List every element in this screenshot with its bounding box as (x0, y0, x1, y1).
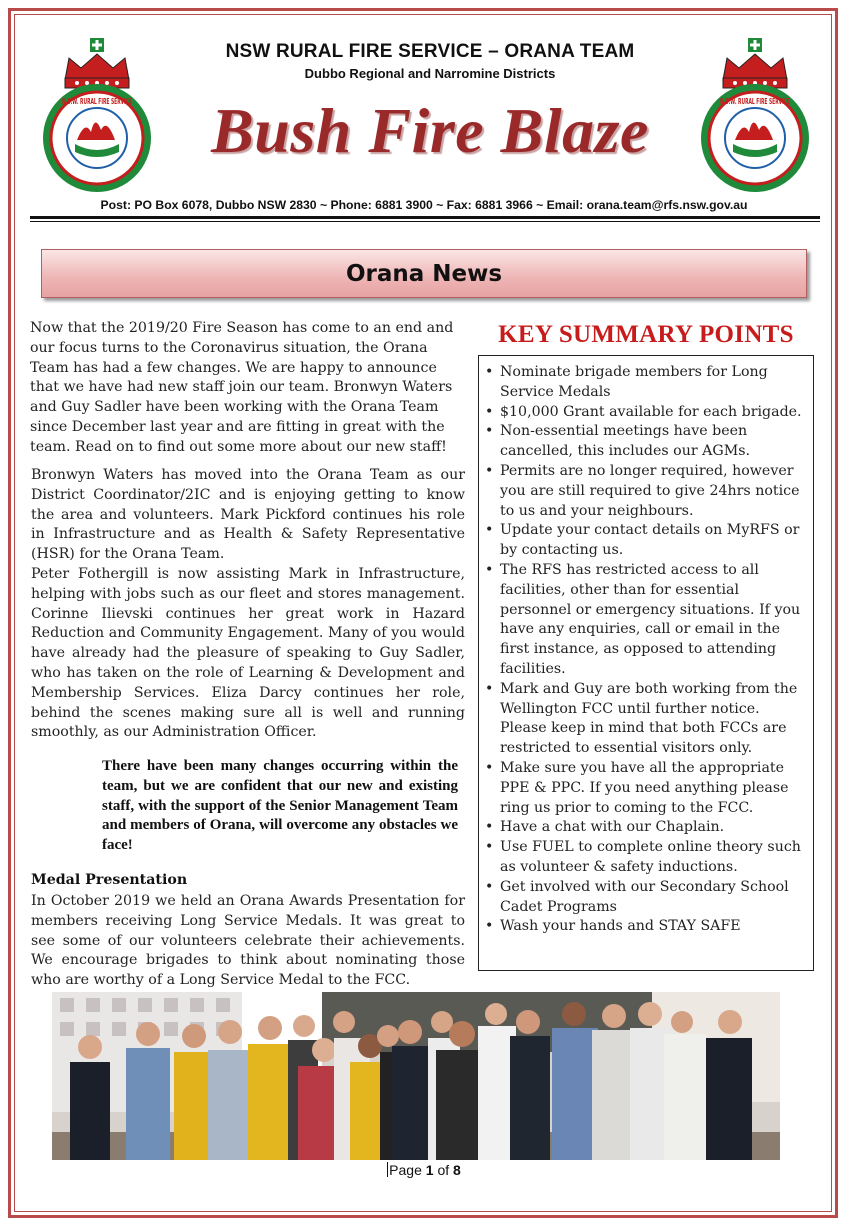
article-intro (30, 319, 466, 458)
pull-quote: There have been many changes occurring within the team, but we are confident that our new and existing staff, with the support of the Senior Management Team and members of Orana, will overcome any obstacles we face! (102, 758, 458, 854)
header-rule-thick (30, 216, 820, 219)
page-of-label: of (433, 1162, 454, 1178)
list-item: • Make sure you have all the appropriate PPE & PPC. If you need anything please ring us prior to coming to the FCC. (484, 759, 808, 818)
medal-heading: Medal Presentation (31, 872, 188, 888)
list-item: • Wash your hands and STAY SAFE (484, 917, 808, 937)
medal-paragraph: In October 2019 we held an Orana Awards Presentation for members receiving Long Service Medals. It was great to see some of our volunteers celebrate their achievements. We encourage brigades to think about nominating those who are worthy of a Long Service Medal to the FCC. (31, 893, 465, 989)
page-total: 8 (453, 1162, 461, 1178)
list-item: • Permits are no longer required, however you are still required to give 24hrs notice to us and your neighbours. (484, 462, 808, 521)
header-rule-thin (30, 221, 820, 222)
list-item: • Get involved with our Secondary School Cadet Programs (484, 878, 808, 918)
group-photo (52, 992, 780, 1160)
logo-text-left: N.S.W. RURAL FIRE SERVICE (62, 97, 132, 106)
staff-paragraph-1: Bronwyn Waters has moved into the Orana Team as our District Coordinator/2IC and is enjoying getting to know the area and volunteers. Mark Pickford continues his role in Infrastructure and as Health & Safety Representative (HSR) for the Orana Team. (31, 467, 465, 563)
key-summary-list (484, 363, 808, 937)
org-title: NSW RURAL FIRE SERVICE – ORANA TEAM (225, 41, 635, 62)
list-item: • Mark and Guy are both working from the Wellington FCC until further notice. Please keep in mind that both FCCs are restricted to essential visitors only. (484, 680, 808, 759)
list-item: • Nominate brigade members for Long Service Medals (484, 363, 808, 403)
page-current: 1 (425, 1162, 434, 1178)
list-item: • $10,000 Grant available for each brigade. (484, 403, 808, 423)
article-body (31, 466, 465, 743)
list-item: • Update your contact details on MyRFS or by contacting us. (484, 521, 808, 561)
rfs-logo-left (35, 36, 159, 192)
page-label: Page (389, 1162, 426, 1178)
newsletter-masthead: Bush Fire Blaze (211, 95, 649, 166)
logo-text-right: N.S.W. RURAL FIRE SERVICE (720, 97, 790, 106)
intro-paragraph: Now that the 2019/20 Fire Season has come to an end and our focus turns to the Coronavirus situation, the Orana Team has had a few changes. We are happy to announce that we have had new staff join our team. Bronwyn Waters and Guy Sadler have been working with the Orana Team since December last year and are fitting in great with the team. Read on to find out some more about our new staff! (30, 320, 454, 455)
org-subtitle: Dubbo Regional and Narromine Districts (304, 66, 556, 81)
rfs-logo-right (693, 36, 817, 192)
list-item: • Non-essential meetings have been cancelled, this includes our AGMs. (484, 422, 808, 462)
list-item: • Use FUEL to complete online theory such as volunteer & safety inductions. (484, 838, 808, 878)
list-item: • Have a chat with our Chaplain. (484, 818, 808, 838)
page-number (0, 1162, 848, 1178)
key-summary-title: KEY SUMMARY POINTS (498, 321, 794, 348)
section-banner: Orana News (41, 249, 807, 298)
staff-paragraph-2: Peter Fothergill is now assisting Mark in Infrastructure, helping with jobs such as our fleet and stores management. Corinne Ilievski continues her great work in Hazard Reduction and Community Engagement. Many of you would have already had the pleasure of speaking to Guy Sadler, who has taken on the role of Learning & Development and Membership Services. Eliza Darcy continues her role, behind the scenes making sure all is well and running smoothly, as our Administration Officer. (31, 565, 465, 741)
list-item: • The RFS has restricted access to all facilities, other than for essential personnel or emergency situations. If you have any enquiries, call or email in the first instance, as opposed to attending facilities. (484, 561, 808, 680)
contact-line: Post: PO Box 6078, Dubbo NSW 2830 ~ Phone: 6881 3900 ~ Fax: 6881 3966 ~ Email: orana.team@rfs.nsw.gov.au (100, 198, 748, 212)
